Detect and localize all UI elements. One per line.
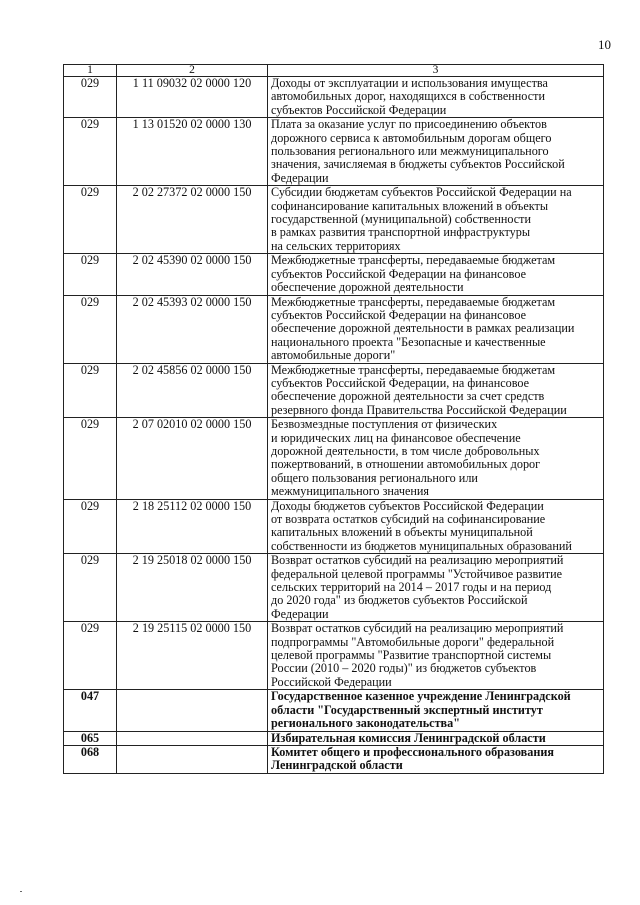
revenue-name-line: пожертвований, в отношении автомобильных дорог bbox=[271, 457, 541, 472]
revenue-name-line: Избирательная комиссия Ленинградской области bbox=[271, 730, 546, 745]
column-header-1: 1 bbox=[64, 65, 117, 77]
admin-code-cell: 068 bbox=[64, 745, 117, 773]
revenue-code-cell: 2 02 45390 02 0000 150 bbox=[117, 254, 268, 295]
revenue-name-line: целевой программы "Развитие транспортной системы bbox=[271, 648, 552, 663]
table-row bbox=[64, 731, 604, 745]
revenue-name-line: Межбюджетные трансферты, передаваемые бюджетам bbox=[271, 362, 556, 377]
table-row bbox=[64, 118, 604, 186]
admin-code-cell: 029 bbox=[64, 118, 117, 186]
admin-code-cell: 029 bbox=[64, 418, 117, 499]
revenue-name-line: России (2010 – 2020 годы)" из бюджетов субъектов bbox=[271, 661, 537, 676]
admin-code-cell: 029 bbox=[64, 186, 117, 254]
revenue-name-line: дорожной деятельности, в том числе добровольных bbox=[271, 443, 540, 458]
revenue-name-line: субъектов Российской Федерации bbox=[271, 102, 447, 117]
admin-code-cell: 029 bbox=[64, 622, 117, 690]
revenue-name-line: субъектов Российской Федерации на финансовое bbox=[271, 266, 527, 281]
revenue-code-cell: 2 19 25115 02 0000 150 bbox=[117, 622, 268, 690]
revenue-name-line: Субсидии бюджетам субъектов Российской Федерации на bbox=[271, 185, 572, 200]
table-row bbox=[64, 295, 604, 363]
scan-speck bbox=[20, 891, 22, 892]
revenue-code-cell: 2 02 27372 02 0000 150 bbox=[117, 186, 268, 254]
revenue-code-cell bbox=[117, 731, 268, 745]
revenue-name-cell bbox=[268, 745, 604, 773]
revenue-code-cell: 1 13 01520 02 0000 130 bbox=[117, 118, 268, 186]
table-row bbox=[64, 363, 604, 418]
table-row bbox=[64, 554, 604, 622]
table-row bbox=[64, 77, 604, 118]
revenue-name-line: пользования регионального или межмуниципального bbox=[271, 144, 549, 159]
revenue-code-cell: 1 11 09032 02 0000 120 bbox=[117, 77, 268, 118]
revenue-name-line: автомобильные дороги" bbox=[271, 348, 396, 363]
revenue-name-line: обеспечение дорожной деятельности за счет средств bbox=[271, 389, 545, 404]
revenue-name-cell bbox=[268, 77, 604, 118]
revenue-name-line: сельских территорий на 2014 – 2017 годы и на период bbox=[271, 580, 552, 595]
revenue-name-cell bbox=[268, 118, 604, 186]
revenue-name-line: Межбюджетные трансферты, передаваемые бюджетам bbox=[271, 294, 556, 309]
revenue-name-cell bbox=[268, 499, 604, 554]
revenue-name-line: на сельских территориях bbox=[271, 238, 401, 253]
revenue-name-line: Комитет общего и профессионального образования bbox=[271, 744, 554, 759]
revenue-code-cell: 2 02 45856 02 0000 150 bbox=[117, 363, 268, 418]
revenue-name-cell bbox=[268, 731, 604, 745]
admin-code-cell: 029 bbox=[64, 77, 117, 118]
revenue-name-line: и юридических лиц на финансовое обеспечение bbox=[271, 430, 521, 445]
revenue-name-cell bbox=[268, 554, 604, 622]
revenue-name-line: общего пользования регионального или bbox=[271, 470, 478, 485]
table-row bbox=[64, 418, 604, 499]
revenue-name-line: межмуниципального значения bbox=[271, 484, 430, 499]
revenue-name-line: значения, зачисляемая в бюджеты субъектов Российской bbox=[271, 157, 565, 172]
revenue-name-line: софинансирование капитальных вложений в объекты bbox=[271, 198, 549, 213]
revenue-name-cell bbox=[268, 186, 604, 254]
revenue-name-line: Ленинградской области bbox=[271, 758, 403, 773]
revenue-name-line: Государственное казенное учреждение Ленинградской bbox=[271, 689, 571, 704]
revenue-code-cell: 2 19 25018 02 0000 150 bbox=[117, 554, 268, 622]
revenue-name-line: Безвозмездные поступления от физических bbox=[271, 417, 498, 432]
revenue-name-line: субъектов Российской Федерации на финансовое bbox=[271, 307, 527, 322]
revenue-name-cell bbox=[268, 418, 604, 499]
revenue-code-cell: 2 02 45393 02 0000 150 bbox=[117, 295, 268, 363]
admin-code-cell: 029 bbox=[64, 254, 117, 295]
revenue-name-line: Плата за оказание услуг по присоединению объектов bbox=[271, 117, 547, 132]
revenue-name-line: Возврат остатков субсидий на реализацию мероприятий bbox=[271, 621, 564, 636]
revenue-name-line: государственной (муниципальной) собственности bbox=[271, 212, 532, 227]
revenue-name-cell bbox=[268, 254, 604, 295]
table-row bbox=[64, 499, 604, 554]
revenue-name-line: от возврата остатков субсидий на софинансирование bbox=[271, 512, 546, 526]
revenue-code-cell bbox=[117, 745, 268, 773]
admin-code-cell: 065 bbox=[64, 731, 117, 745]
revenue-name-line: до 2020 года" из бюджетов субъектов Российской bbox=[271, 593, 528, 608]
column-header-3: 3 bbox=[268, 65, 604, 77]
column-header-2: 2 bbox=[117, 65, 268, 77]
revenue-name-line: обеспечение дорожной деятельности bbox=[271, 280, 464, 295]
table-row bbox=[64, 745, 604, 773]
revenue-name-line: Федерации bbox=[271, 170, 329, 185]
table-row bbox=[64, 254, 604, 295]
revenue-codes-table bbox=[63, 64, 604, 774]
admin-code-cell: 029 bbox=[64, 295, 117, 363]
revenue-name-cell bbox=[268, 363, 604, 418]
revenue-name-line: подпрограммы "Автомобильные дороги" федеральной bbox=[271, 634, 555, 649]
revenue-name-line: Доходы от эксплуатации и использования имущества bbox=[271, 76, 548, 90]
revenue-name-line: автомобильных дорог, находящихся в собственности bbox=[271, 89, 545, 104]
revenue-name-line: собственности из бюджетов муниципальных образований bbox=[271, 538, 572, 553]
revenue-name-line: дорожного сервиса к автомобильным дорогам общего bbox=[271, 130, 552, 145]
revenue-name-line: Межбюджетные трансферты, передаваемые бюджетам bbox=[271, 253, 556, 268]
table-body bbox=[64, 77, 604, 774]
revenue-name-line: в рамках развития транспортной инфраструктуры bbox=[271, 225, 531, 240]
revenue-code-cell: 2 07 02010 02 0000 150 bbox=[117, 418, 268, 499]
admin-code-cell: 047 bbox=[64, 690, 117, 731]
admin-code-cell: 029 bbox=[64, 363, 117, 418]
revenue-name-line: Возврат остатков субсидий на реализацию мероприятий bbox=[271, 553, 564, 568]
revenue-code-cell bbox=[117, 690, 268, 731]
table-row bbox=[64, 622, 604, 690]
revenue-name-line: резервного фонда Правительства Российской Федерации bbox=[271, 402, 567, 417]
revenue-name-line: Федерации bbox=[271, 606, 329, 621]
revenue-name-line: обеспечение дорожной деятельности в рамках реализации bbox=[271, 321, 575, 336]
revenue-name-line: капитальных вложений в объекты муниципальной bbox=[271, 525, 533, 540]
admin-code-cell: 029 bbox=[64, 499, 117, 554]
table-row bbox=[64, 690, 604, 731]
revenue-name-cell bbox=[268, 622, 604, 690]
revenue-name-cell bbox=[268, 295, 604, 363]
revenue-name-line: области "Государственный экспертный институт bbox=[271, 702, 543, 717]
admin-code-cell: 029 bbox=[64, 554, 117, 622]
revenue-code-cell: 2 18 25112 02 0000 150 bbox=[117, 499, 268, 554]
revenue-name-line: Доходы бюджетов субъектов Российской Федерации bbox=[271, 498, 544, 513]
revenue-name-line: регионального законодательства" bbox=[271, 716, 461, 731]
revenue-name-line: федеральной целевой программы "Устойчивое развитие bbox=[271, 566, 563, 581]
page-number: 10 bbox=[598, 37, 611, 52]
column-number-row bbox=[64, 65, 604, 77]
revenue-name-line: субъектов Российской Федерации, на финансовое bbox=[271, 375, 530, 390]
revenue-name-cell bbox=[268, 690, 604, 731]
revenue-name-line: национального проекта "Безопасные и качественные bbox=[271, 334, 546, 349]
revenue-name-line: Российской Федерации bbox=[271, 674, 392, 689]
table-row bbox=[64, 186, 604, 254]
